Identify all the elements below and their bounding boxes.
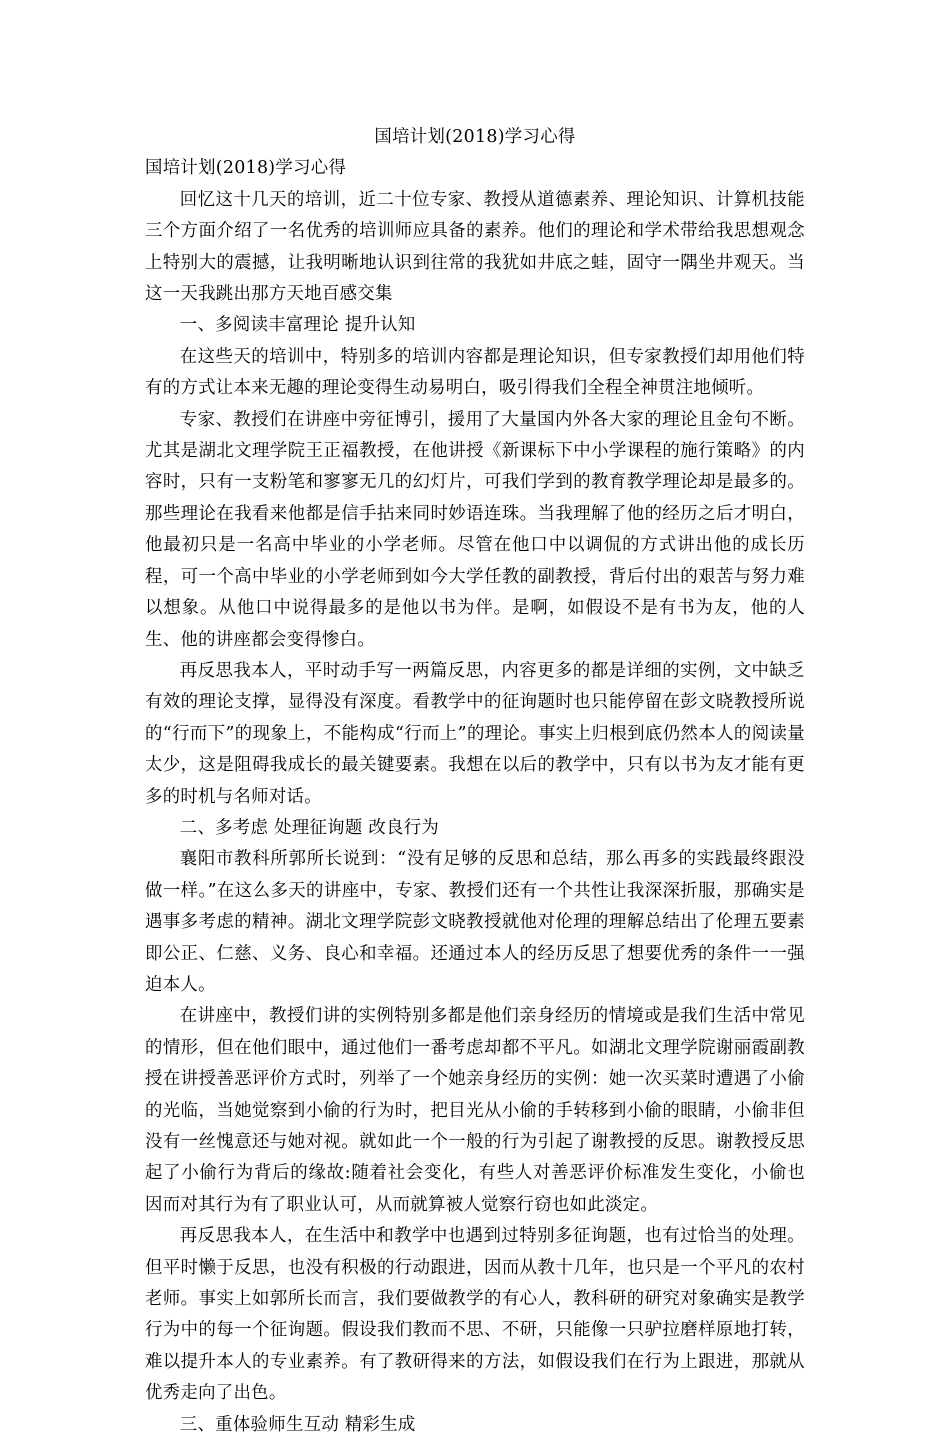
paragraph: 在这些天的培训中，特别多的培训内容都是理论知识，但专家教授们却用他们特有的方式让本来无趣的理论变得生动易明白，吸引得我们全程全神贯注地倾听。 bbox=[145, 346, 805, 399]
document-body bbox=[145, 122, 805, 1441]
paragraph: 专家、教授们在讲座中旁征博引，援用了大量国内外各大家的理论且金句不断。尤其是湖北文理学院王正福教授，在他讲授《新课标下中小学课程的施行策略》的内容时，只有一支粉笔和寥寥无几的幻灯片，可我们学到的教育教学理论却是最多的。那些理论在我看来他都是信手拈来同时妙语连珠。当我理解了他的经历之后才明白，他最初只是一名高中毕业的小学老师。尽管在他口中以调侃的方式讲出他的成长历程，可一个高中毕业的小学老师到如今大学任教的副教授，背后付出的艰苦与努力难以想象。从他口中说得最多的是他以书为伴。是啊，如假设不是有书为友，他的人生、他的讲座都会变得惨白。 bbox=[145, 409, 805, 650]
paragraph: 再反思我本人，在生活中和教学中也遇到过特别多征询题，也有过恰当的处理。但平时懒于反思，也没有积极的行动跟进，因而从教十几年，也只是一个平凡的农村老师。事实上如郭所长而言，我们要做教学的有心人，教科研的研究对象确实是教学行为中的每一个征询题。假设我们教而不思、不研，只能像一只驴拉磨样原地打转，难以提升本人的专业素养。有了教研得来的方法，如假设我们在行为上跟进，那就从优秀走向了出色。 bbox=[145, 1226, 805, 1404]
paragraph: 襄阳市教科所郭所长说到：“没有足够的反思和总结，那么再多的实践最终跟没做一样。”在这么多天的讲座中，专家、教授们还有一个共性让我深深折服，那确实是遇事多考虑的精神。湖北文理学院彭文晓教授就他对伦理的理解总结出了伦理五要素即公正、仁慈、义务、良心和幸福。还通过本人的经历反思了想要优秀的条件一一强迫本人。 bbox=[145, 849, 805, 995]
paragraph: 在讲座中，教授们讲的实例特别多都是他们亲身经历的情境或是我们生活中常见的情形，但在他们眼中，通过他们一番考虑却都不平凡。如湖北文理学院谢丽霞副教授在讲授善恶评价方式时，列举了一个她亲身经历的实例：她一次买菜时遭遇了小偷的光临，当她觉察到小偷的行为时，把目光从小偷的手转移到小偷的眼睛，小偷非但没有一丝愧意还与她对视。就如此一个一般的行为引起了谢教授的反思。谢教授反思起了小偷行为背后的缘故:随着社会变化，有些人对善恶评价标准发生变化，小偷也因而对其行为有了职业认可，从而就算被人觉察行窃也如此淡定。 bbox=[145, 1006, 805, 1215]
section-heading-1: 一、多阅读丰富理论 提升认知 bbox=[179, 315, 416, 336]
document-title: 国培计划(2018)学习心得 bbox=[374, 127, 576, 147]
section-heading-3: 三、重体验师生互动 精彩生成 bbox=[179, 1414, 416, 1435]
paragraph: 再反思我本人，平时动手写一两篇反思，内容更多的都是详细的实例，文中缺乏有效的理论支撑，显得没有深度。看教学中的征询题时也只能停留在彭文晓教授所说的“行而下”的现象上，不能构成“行而上”的理论。事实上归根到底仍然本人的阅读量太少，这是阻碍我成长的最关键要素。我想在以后的教学中，只有以书为友才能有更多的时机与名师对话。 bbox=[145, 660, 805, 807]
paragraph-intro: 回忆这十几天的培训，近二十位专家、教授从道德素养、理论知识、计算机技能三个方面介绍了一名优秀的培训师应具备的素养。他们的理论和学术带给我思想观念上特别大的震撼，让我明晰地认识到往常的我犹如井底之蛙，固守一隅坐井观天。当这一天我跳出那方天地百感交集 bbox=[145, 189, 805, 305]
section-heading-2: 二、多考虑 处理征询题 改良行为 bbox=[179, 817, 440, 838]
document-subtitle: 国培计划(2018)学习心得 bbox=[145, 158, 347, 179]
